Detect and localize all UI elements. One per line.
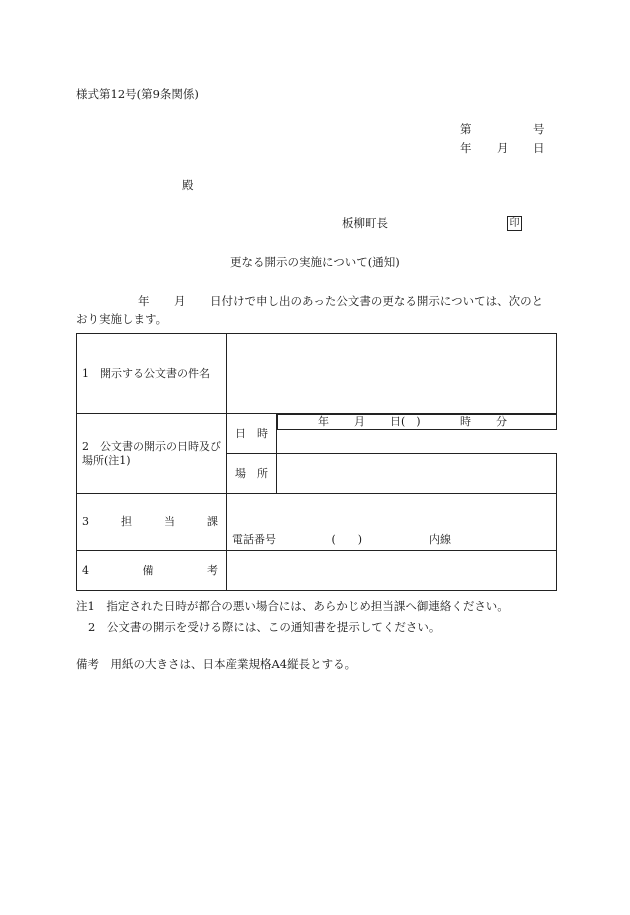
phone-label: 電話番号 [232,533,276,547]
datetime-hour: 時 [460,415,471,428]
remarks-value [227,551,557,591]
datetime-minute: 分 [496,415,507,428]
document-title: 更なる開示の実施について(通知) [230,255,400,269]
body-year: 年 [138,294,150,308]
datetime-month: 月 [354,415,365,428]
body-text-line2: おり実施します。 [76,312,168,326]
datetime-label-2: 時 [257,426,268,440]
datetime-place-label: 2 公文書の開示の日時及び場所(注1) [77,414,227,494]
datetime-label-cell [227,414,277,454]
department-label [77,494,227,551]
document-subject-value [227,334,557,414]
table-row [77,494,557,551]
body-month: 月 [174,294,186,308]
disclosure-table [76,333,557,591]
datetime-day: 日( ) [390,415,421,428]
phone-area: ( ) [331,533,363,547]
table-row [77,414,557,454]
body-text-line1: 日付けで申し出のあった公文書の更なる開示については、次のと [210,294,544,308]
recipient-honorific: 殿 [182,178,194,192]
department-number: 3 [82,515,89,529]
datetime-year: 年 [318,415,329,428]
remarks-number: 4 [82,563,89,577]
department-char-2: 当 [164,515,175,529]
table-row [77,334,557,414]
document-number-suffix: 号 [533,122,545,136]
paper-size-remark: 備考 用紙の大きさは、日本産業規格A4縦長とする。 [76,657,357,671]
table-row [77,551,557,591]
department-char-3: 課 [207,515,218,529]
place-value [277,454,557,494]
department-value [227,494,557,551]
document-number-prefix: 第 [460,122,472,136]
note-2: 2 公文書の開示を受ける際には、この通知書を提示してください。 [88,620,441,634]
remarks-label [77,551,227,591]
remarks-char-1: 備 [142,563,154,577]
form-number: 様式第12号(第9条関係) [76,87,199,101]
place-label-cell [227,454,277,494]
remarks-char-2: 考 [207,563,218,577]
sender-title: 板柳町長 [342,216,388,230]
place-label-1: 場 [235,466,246,480]
note-1: 注1 指定された日時が都合の悪い場合には、あらかじめ担当課へ御連絡ください。 [76,599,509,613]
department-char-1: 担 [121,515,132,529]
seal-stamp: 印 [507,216,522,231]
document-subject-label: 1 開示する公文書の件名 [77,334,227,414]
date-year: 年 [460,141,472,155]
datetime-label-1: 日 [235,426,246,440]
place-label-2: 所 [257,466,268,480]
phone-extension: 内線 [429,533,451,547]
date-day: 日 [533,141,545,155]
datetime-value [277,414,557,430]
date-month: 月 [497,141,509,155]
